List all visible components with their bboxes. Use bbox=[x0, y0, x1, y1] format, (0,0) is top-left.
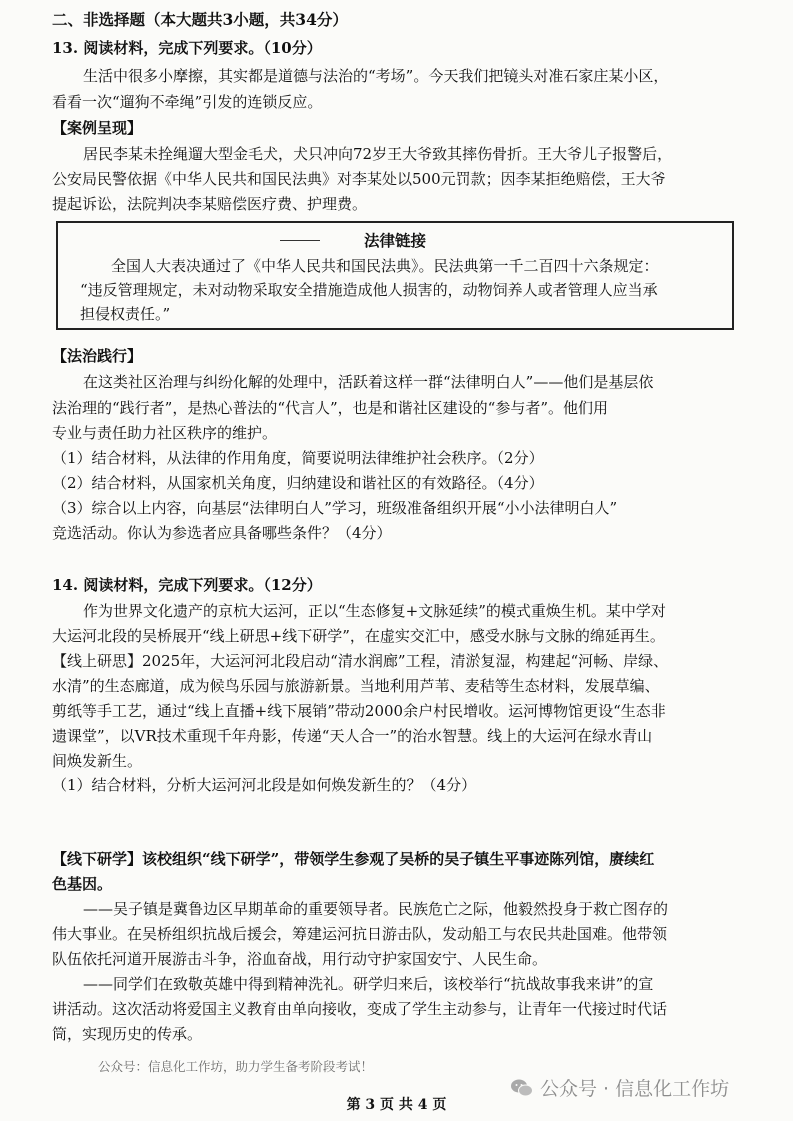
online-line: 【线上研思】2025年，大运河河北段启动“清水润廊”工程，清淤复湿，构建起“河畅、岸绿、 bbox=[52, 652, 669, 670]
page-number: 第 3 页 共 4 页 bbox=[346, 1097, 447, 1113]
law-link-box bbox=[56, 221, 734, 330]
case-line: 公安局民警依据《中华人民共和国民法典》对李某处以500元罚款；因李某拒绝赔偿，王大爷 bbox=[52, 170, 666, 188]
practice-line: 法治理的“践行者”，是热心普法的“代言人”，也是和谐社区建设的“参与者”。他们用 bbox=[52, 399, 609, 417]
section-header: 二、非选择题（本大题共3小题，共34分） bbox=[52, 10, 348, 29]
quote1-line: ——吴子镇是冀鲁边区早期革命的重要领导者。民族危亡之际，他毅然投身于救亡图存的 bbox=[83, 900, 669, 918]
case-line: 提起诉讼，法院判决李某赔偿医疗费、护理费。 bbox=[52, 195, 368, 213]
online-line: 剪纸等手工艺，通过“线上直播+线下展销”带动2000余户村民增收。运河博物馆更设“生态非 bbox=[52, 702, 666, 720]
practice-label: 【法治践行】 bbox=[52, 347, 143, 365]
q13-title: 13. 阅读材料，完成下列要求。（10分） bbox=[52, 39, 322, 57]
q13-sub-question: （3）综合以上内容，向基层“法律明白人”学习，班级准备组织开展“小小法律明白人” bbox=[52, 499, 618, 517]
online-line: 遗课堂”，以VR技术重现千年舟影，传递“天人合一”的治水智慧。线上的大运河在绿水青山 bbox=[52, 727, 653, 745]
q13-sub-question: 竞选活动。你认为参选者应具备哪些条件？（4分） bbox=[52, 524, 392, 542]
q13-intro-line: 看看一次“遛狗不牵绳”引发的连锁反应。 bbox=[52, 93, 323, 111]
q13-intro-line: 生活中很多小摩擦，其实都是道德与法治的“考场”。今天我们把镜头对准石家庄某小区， bbox=[83, 67, 669, 85]
footer-note: 公众号：信息化工作坊，助力学生备考阶段考试！ bbox=[98, 1059, 374, 1074]
case-label: 【案例呈现】 bbox=[52, 119, 143, 137]
q14-intro-line: 作为世界文化遗产的京杭大运河，正以“生态修复+文脉延续”的模式重焕生机。某中学对 bbox=[83, 602, 666, 620]
quote2-line: ——同学们在致敬英雄中得到精神洗礼。研学归来后，该校举行“抗战故事我来讲”的宣 bbox=[83, 975, 654, 993]
law-link-title: 法律链接 bbox=[363, 231, 426, 250]
online-line: 水清”的生态廊道，成为候鸟乐园与旅游新景。当地利用芦苇、麦秸等生态材料，发展草编、 bbox=[52, 677, 660, 695]
law-link-line: 全国人大表决通过了《中华人民共和国民法典》。民法典第一千二百四十六条规定： bbox=[111, 257, 659, 275]
q14-title: 14. 阅读材料，完成下列要求。（12分） bbox=[52, 576, 322, 594]
watermark: 公众号 · 信息化工作坊 bbox=[540, 1078, 730, 1100]
practice-line: 专业与责任助力社区秩序的维护。 bbox=[52, 424, 278, 442]
q14-intro-line: 大运河北段的吴桥展开“线上研思+线下研学”，在虚实交汇中，感受水脉与文脉的绵延再生。 bbox=[52, 627, 665, 645]
law-link-line: “违反管理规定，未对动物采取安全措施造成他人损害的，动物饲养人或者管理人应当承 bbox=[80, 281, 658, 299]
quote2-line: 筒，实现历史的传承。 bbox=[52, 1025, 203, 1043]
quote1-line: 伟大事业。在吴桥组织抗战后援会，筹建运河抗日游击队，发动船工与农民共赴国难。他带领 bbox=[52, 925, 668, 943]
quote2-line: 讲活动。这次活动将爱国主义教育由单向接收，变成了学生主动参与，让青年一代接过时代话 bbox=[52, 1000, 668, 1018]
case-line: 居民李某未拴绳遛大型金毛犬，犬只冲向72岁王大爷致其摔伤骨折。王大爷儿子报警后， bbox=[83, 145, 673, 163]
q13-sub-question: （2）结合材料，从国家机关角度，归纳建设和谐社区的有效路径。（4分） bbox=[52, 474, 544, 492]
offline-line: 色基因。 bbox=[52, 875, 113, 893]
quote1-line: 队伍依托河道开展游击斗争，浴血奋战，用行动守护家国安宁、人民生命。 bbox=[52, 950, 548, 968]
online-line: 间焕发新生。 bbox=[52, 752, 143, 770]
q13-sub-question: （1）结合材料，从法律的作用角度，简要说明法律维护社会秩序。（2分） bbox=[52, 449, 544, 467]
offline-line: 【线下研学】该校组织“线下研学”，带领学生参观了吴桥的吴子镇生平事迹陈列馆，赓续红 bbox=[52, 850, 655, 868]
law-link-line: 担侵权责任。” bbox=[80, 305, 171, 323]
practice-line: 在这类社区治理与纠纷化解的处理中，活跃着这样一群“法律明白人”——他们是基层依 bbox=[83, 373, 654, 391]
q14-sub-question: （1）结合材料，分析大运河河北段是如何焕发新生的？（4分） bbox=[52, 776, 477, 794]
